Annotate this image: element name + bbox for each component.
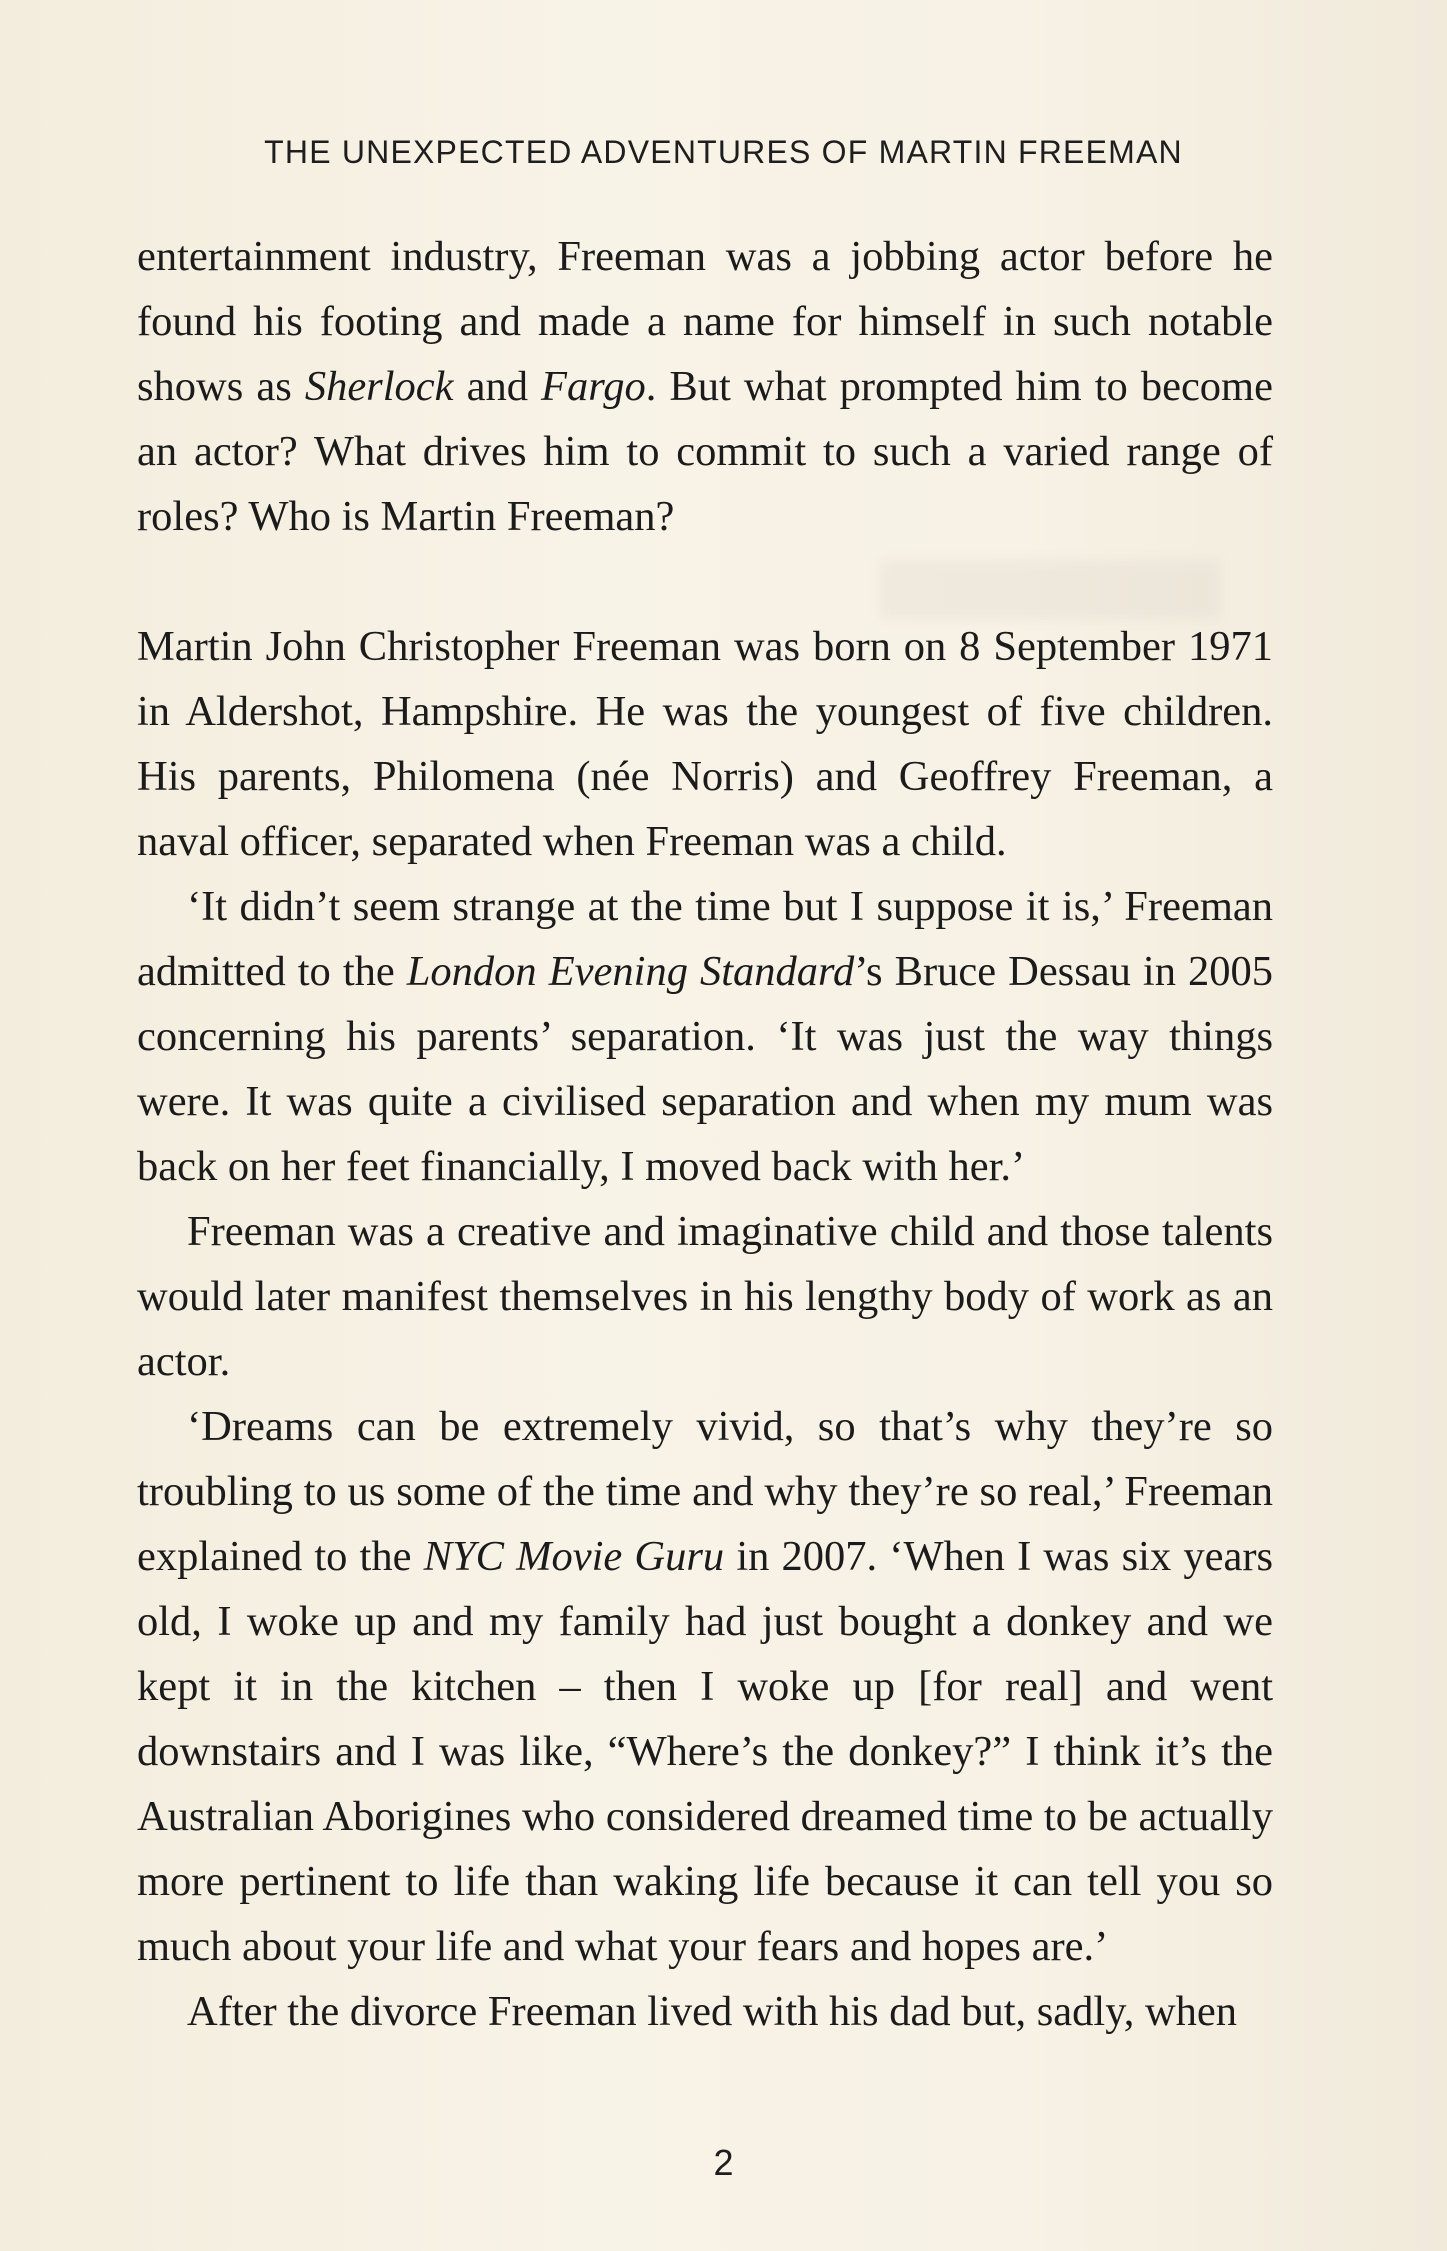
text-run: entertainment industry, Freeman was a jobbing actor before he found his footing and made a name for himself in such notable shows as <box>137 233 1273 410</box>
paragraph-creative-child: Freeman was a creative and imaginative child and those talents would later manifest themselves in his lengthy body of work as an actor. <box>137 1208 1273 1385</box>
text-run: . But what prompted him to become an actor? What drives him to commit to such a varied range of roles? Who is Martin Freeman? <box>137 363 1273 540</box>
paragraph-quote-standard <box>137 874 1273 1199</box>
paragraph-divorce: After the divorce Freeman lived with his dad but, sadly, when <box>187 1988 1238 2035</box>
running-head: THE UNEXPECTED ADVENTURES OF MARTIN FREEMAN <box>264 134 1183 170</box>
paragraph-quote-dreams <box>137 1394 1273 1979</box>
text-run: ‘It didn’t seem strange at the time but I suppose it is,’ Freeman admitted to the <box>137 883 1273 995</box>
body-text <box>137 224 1273 2044</box>
text-run: ‘Dreams can be extremely vivid, so that’s why they’re so troubling to us some of the time and why they’re so real,’ Freeman explained to the <box>137 1403 1273 1580</box>
text-run: and <box>453 363 542 410</box>
text-run: in 2007. ‘When I was six years old, I woke up and my family had just bought a donkey and we kept it in the kitchen – then I woke up [for real] and went downstairs and I was like, “Where’s the donkey?” I think it’s the Australian Aborigines who considered dreamed time to be actually more pertinent to life than waking life because it can tell you so much about your life and what your fears and hopes are.’ <box>137 1533 1274 1970</box>
italic-publication-standard: London Evening Standard <box>406 948 855 995</box>
paragraph-continued <box>137 224 1273 549</box>
italic-publication-nyc-movie-guru: NYC Movie Guru <box>423 1533 725 1580</box>
italic-title-sherlock: Sherlock <box>304 363 454 410</box>
text-run: ’s Bruce Dessau in 2005 concerning his parents’ separation. ‘It was just the way things were. It was quite a civilised separation and when my mum was back on her feet financially, I moved back with her.’ <box>137 948 1273 1190</box>
italic-title-fargo: Fargo <box>541 363 646 410</box>
page-number: 2 <box>713 2142 734 2183</box>
paragraph-birth: Martin John Christopher Freeman was born on 8 September 1971 in Aldershot, Hampshire. He was the youngest of five children. His parents, Philomena (née Norris) and Geoffrey Freeman, a naval officer, separated when Freeman was a child. <box>137 623 1273 865</box>
